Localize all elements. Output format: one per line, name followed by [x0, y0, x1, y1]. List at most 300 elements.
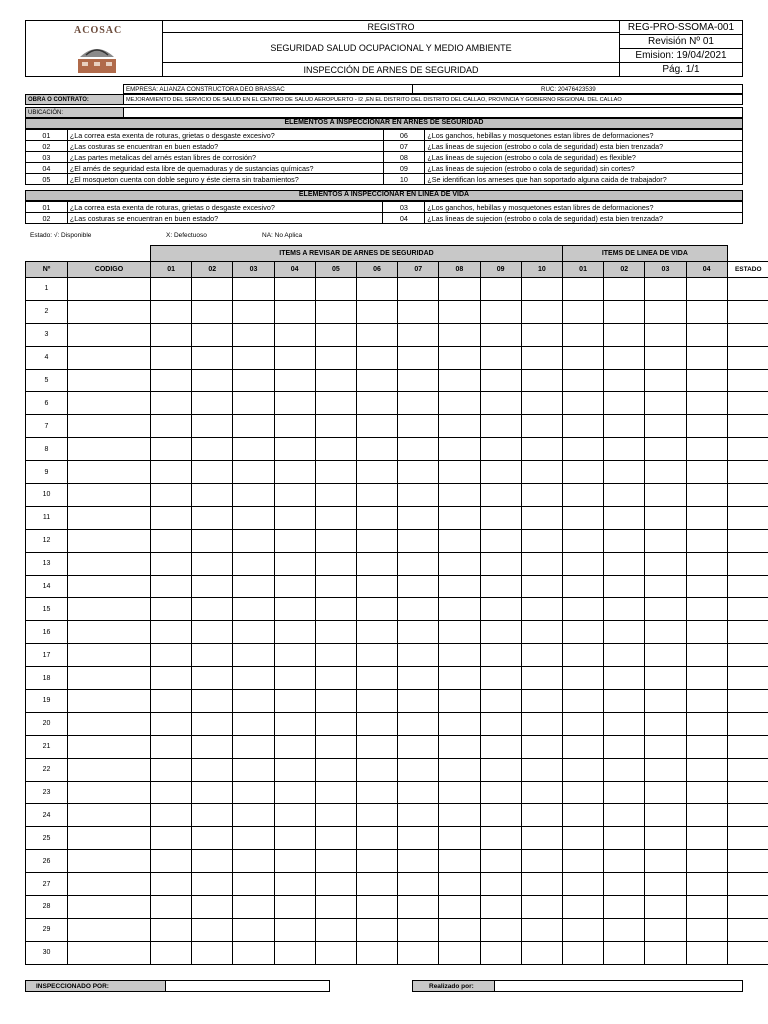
check-cell[interactable]: [480, 438, 521, 461]
check-cell[interactable]: [356, 278, 397, 301]
check-cell[interactable]: [151, 804, 192, 827]
check-cell[interactable]: [645, 941, 686, 964]
codigo-cell[interactable]: [68, 415, 151, 438]
check-cell[interactable]: [356, 484, 397, 507]
check-cell[interactable]: [233, 598, 274, 621]
check-cell[interactable]: [480, 461, 521, 484]
check-cell[interactable]: [356, 415, 397, 438]
check-cell[interactable]: [521, 461, 562, 484]
check-cell[interactable]: [686, 735, 727, 758]
check-cell[interactable]: [315, 621, 356, 644]
check-cell[interactable]: [521, 392, 562, 415]
check-cell[interactable]: [439, 712, 480, 735]
check-cell[interactable]: [192, 323, 233, 346]
check-cell[interactable]: [480, 552, 521, 575]
check-cell[interactable]: [274, 529, 315, 552]
check-cell[interactable]: [645, 804, 686, 827]
check-cell[interactable]: [192, 529, 233, 552]
check-cell[interactable]: [151, 735, 192, 758]
check-cell[interactable]: [686, 552, 727, 575]
check-cell[interactable]: [274, 804, 315, 827]
check-cell[interactable]: [151, 300, 192, 323]
codigo-cell[interactable]: [68, 644, 151, 667]
check-cell[interactable]: [233, 644, 274, 667]
check-cell[interactable]: [480, 712, 521, 735]
check-cell[interactable]: [604, 781, 645, 804]
check-cell[interactable]: [315, 850, 356, 873]
check-cell[interactable]: [480, 896, 521, 919]
check-cell[interactable]: [604, 392, 645, 415]
check-cell[interactable]: [356, 896, 397, 919]
check-cell[interactable]: [645, 438, 686, 461]
check-cell[interactable]: [686, 484, 727, 507]
check-cell[interactable]: [398, 827, 439, 850]
check-cell[interactable]: [439, 415, 480, 438]
check-cell[interactable]: [233, 278, 274, 301]
check-cell[interactable]: [233, 896, 274, 919]
estado-cell[interactable]: [727, 392, 768, 415]
realizado-field[interactable]: [494, 980, 743, 992]
check-cell[interactable]: [562, 346, 603, 369]
check-cell[interactable]: [562, 484, 603, 507]
check-cell[interactable]: [604, 575, 645, 598]
check-cell[interactable]: [192, 758, 233, 781]
codigo-cell[interactable]: [68, 392, 151, 415]
check-cell[interactable]: [356, 804, 397, 827]
check-cell[interactable]: [192, 484, 233, 507]
check-cell[interactable]: [645, 644, 686, 667]
check-cell[interactable]: [233, 552, 274, 575]
check-cell[interactable]: [645, 712, 686, 735]
check-cell[interactable]: [480, 529, 521, 552]
check-cell[interactable]: [233, 781, 274, 804]
check-cell[interactable]: [356, 873, 397, 896]
check-cell[interactable]: [398, 644, 439, 667]
check-cell[interactable]: [686, 415, 727, 438]
check-cell[interactable]: [521, 300, 562, 323]
check-cell[interactable]: [398, 461, 439, 484]
check-cell[interactable]: [315, 690, 356, 713]
check-cell[interactable]: [480, 598, 521, 621]
check-cell[interactable]: [480, 484, 521, 507]
check-cell[interactable]: [315, 323, 356, 346]
check-cell[interactable]: [562, 621, 603, 644]
check-cell[interactable]: [315, 484, 356, 507]
check-cell[interactable]: [192, 369, 233, 392]
check-cell[interactable]: [480, 415, 521, 438]
check-cell[interactable]: [151, 415, 192, 438]
check-cell[interactable]: [274, 392, 315, 415]
check-cell[interactable]: [151, 758, 192, 781]
check-cell[interactable]: [562, 690, 603, 713]
check-cell[interactable]: [521, 346, 562, 369]
check-cell[interactable]: [398, 300, 439, 323]
check-cell[interactable]: [480, 300, 521, 323]
check-cell[interactable]: [398, 278, 439, 301]
check-cell[interactable]: [645, 300, 686, 323]
check-cell[interactable]: [192, 941, 233, 964]
check-cell[interactable]: [439, 827, 480, 850]
estado-cell[interactable]: [727, 690, 768, 713]
check-cell[interactable]: [192, 575, 233, 598]
check-cell[interactable]: [315, 781, 356, 804]
check-cell[interactable]: [398, 918, 439, 941]
check-cell[interactable]: [398, 552, 439, 575]
check-cell[interactable]: [274, 918, 315, 941]
check-cell[interactable]: [315, 461, 356, 484]
check-cell[interactable]: [274, 346, 315, 369]
codigo-cell[interactable]: [68, 369, 151, 392]
check-cell[interactable]: [398, 438, 439, 461]
check-cell[interactable]: [604, 438, 645, 461]
check-cell[interactable]: [151, 506, 192, 529]
check-cell[interactable]: [233, 575, 274, 598]
check-cell[interactable]: [151, 461, 192, 484]
check-cell[interactable]: [233, 438, 274, 461]
check-cell[interactable]: [233, 621, 274, 644]
codigo-cell[interactable]: [68, 575, 151, 598]
codigo-cell[interactable]: [68, 918, 151, 941]
check-cell[interactable]: [439, 941, 480, 964]
check-cell[interactable]: [562, 300, 603, 323]
estado-cell[interactable]: [727, 804, 768, 827]
check-cell[interactable]: [439, 621, 480, 644]
check-cell[interactable]: [645, 552, 686, 575]
check-cell[interactable]: [274, 667, 315, 690]
check-cell[interactable]: [356, 850, 397, 873]
check-cell[interactable]: [562, 758, 603, 781]
check-cell[interactable]: [274, 506, 315, 529]
check-cell[interactable]: [356, 621, 397, 644]
check-cell[interactable]: [233, 735, 274, 758]
check-cell[interactable]: [480, 735, 521, 758]
check-cell[interactable]: [439, 278, 480, 301]
estado-cell[interactable]: [727, 438, 768, 461]
check-cell[interactable]: [562, 873, 603, 896]
check-cell[interactable]: [398, 346, 439, 369]
check-cell[interactable]: [645, 735, 686, 758]
estado-cell[interactable]: [727, 346, 768, 369]
codigo-cell[interactable]: [68, 506, 151, 529]
check-cell[interactable]: [315, 552, 356, 575]
check-cell[interactable]: [192, 346, 233, 369]
codigo-cell[interactable]: [68, 735, 151, 758]
estado-cell[interactable]: [727, 735, 768, 758]
check-cell[interactable]: [604, 621, 645, 644]
check-cell[interactable]: [604, 278, 645, 301]
check-cell[interactable]: [315, 896, 356, 919]
estado-cell[interactable]: [727, 575, 768, 598]
check-cell[interactable]: [686, 667, 727, 690]
check-cell[interactable]: [151, 896, 192, 919]
check-cell[interactable]: [439, 346, 480, 369]
check-cell[interactable]: [233, 300, 274, 323]
check-cell[interactable]: [398, 712, 439, 735]
check-cell[interactable]: [151, 438, 192, 461]
check-cell[interactable]: [439, 896, 480, 919]
check-cell[interactable]: [604, 850, 645, 873]
check-cell[interactable]: [439, 781, 480, 804]
check-cell[interactable]: [562, 438, 603, 461]
check-cell[interactable]: [356, 758, 397, 781]
estado-cell[interactable]: [727, 415, 768, 438]
check-cell[interactable]: [398, 850, 439, 873]
check-cell[interactable]: [604, 941, 645, 964]
check-cell[interactable]: [686, 346, 727, 369]
check-cell[interactable]: [274, 850, 315, 873]
check-cell[interactable]: [192, 552, 233, 575]
check-cell[interactable]: [192, 278, 233, 301]
check-cell[interactable]: [686, 461, 727, 484]
check-cell[interactable]: [521, 758, 562, 781]
check-cell[interactable]: [151, 529, 192, 552]
check-cell[interactable]: [274, 575, 315, 598]
check-cell[interactable]: [151, 484, 192, 507]
check-cell[interactable]: [315, 873, 356, 896]
check-cell[interactable]: [686, 323, 727, 346]
check-cell[interactable]: [439, 392, 480, 415]
check-cell[interactable]: [521, 369, 562, 392]
check-cell[interactable]: [192, 804, 233, 827]
estado-cell[interactable]: [727, 644, 768, 667]
check-cell[interactable]: [562, 529, 603, 552]
check-cell[interactable]: [439, 323, 480, 346]
check-cell[interactable]: [356, 346, 397, 369]
check-cell[interactable]: [521, 827, 562, 850]
check-cell[interactable]: [315, 278, 356, 301]
codigo-cell[interactable]: [68, 896, 151, 919]
check-cell[interactable]: [315, 575, 356, 598]
check-cell[interactable]: [274, 690, 315, 713]
inspeccionado-field[interactable]: [165, 980, 330, 992]
check-cell[interactable]: [233, 415, 274, 438]
check-cell[interactable]: [192, 300, 233, 323]
check-cell[interactable]: [398, 323, 439, 346]
check-cell[interactable]: [356, 690, 397, 713]
check-cell[interactable]: [521, 323, 562, 346]
check-cell[interactable]: [439, 690, 480, 713]
check-cell[interactable]: [315, 827, 356, 850]
check-cell[interactable]: [192, 644, 233, 667]
codigo-cell[interactable]: [68, 941, 151, 964]
estado-cell[interactable]: [727, 941, 768, 964]
codigo-cell[interactable]: [68, 346, 151, 369]
check-cell[interactable]: [521, 781, 562, 804]
estado-cell[interactable]: [727, 918, 768, 941]
check-cell[interactable]: [645, 621, 686, 644]
check-cell[interactable]: [439, 529, 480, 552]
check-cell[interactable]: [274, 300, 315, 323]
check-cell[interactable]: [686, 873, 727, 896]
check-cell[interactable]: [562, 598, 603, 621]
check-cell[interactable]: [562, 644, 603, 667]
check-cell[interactable]: [356, 781, 397, 804]
check-cell[interactable]: [521, 278, 562, 301]
check-cell[interactable]: [604, 804, 645, 827]
codigo-cell[interactable]: [68, 873, 151, 896]
check-cell[interactable]: [315, 506, 356, 529]
check-cell[interactable]: [274, 644, 315, 667]
check-cell[interactable]: [562, 415, 603, 438]
check-cell[interactable]: [604, 827, 645, 850]
check-cell[interactable]: [274, 415, 315, 438]
check-cell[interactable]: [356, 461, 397, 484]
check-cell[interactable]: [439, 918, 480, 941]
check-cell[interactable]: [480, 369, 521, 392]
check-cell[interactable]: [562, 461, 603, 484]
check-cell[interactable]: [686, 506, 727, 529]
check-cell[interactable]: [686, 369, 727, 392]
check-cell[interactable]: [151, 827, 192, 850]
check-cell[interactable]: [151, 918, 192, 941]
check-cell[interactable]: [192, 712, 233, 735]
check-cell[interactable]: [604, 415, 645, 438]
check-cell[interactable]: [151, 850, 192, 873]
check-cell[interactable]: [686, 392, 727, 415]
estado-cell[interactable]: [727, 850, 768, 873]
check-cell[interactable]: [562, 369, 603, 392]
check-cell[interactable]: [604, 896, 645, 919]
check-cell[interactable]: [645, 369, 686, 392]
check-cell[interactable]: [151, 346, 192, 369]
obra-value-cell[interactable]: [123, 94, 743, 105]
check-cell[interactable]: [645, 781, 686, 804]
codigo-cell[interactable]: [68, 552, 151, 575]
check-cell[interactable]: [480, 575, 521, 598]
check-cell[interactable]: [686, 850, 727, 873]
check-cell[interactable]: [686, 896, 727, 919]
check-cell[interactable]: [233, 461, 274, 484]
check-cell[interactable]: [315, 941, 356, 964]
check-cell[interactable]: [604, 667, 645, 690]
check-cell[interactable]: [274, 461, 315, 484]
estado-cell[interactable]: [727, 369, 768, 392]
check-cell[interactable]: [686, 690, 727, 713]
check-cell[interactable]: [356, 323, 397, 346]
check-cell[interactable]: [521, 415, 562, 438]
check-cell[interactable]: [604, 506, 645, 529]
check-cell[interactable]: [233, 941, 274, 964]
check-cell[interactable]: [562, 804, 603, 827]
check-cell[interactable]: [645, 484, 686, 507]
check-cell[interactable]: [686, 529, 727, 552]
check-cell[interactable]: [645, 850, 686, 873]
check-cell[interactable]: [480, 850, 521, 873]
check-cell[interactable]: [686, 644, 727, 667]
check-cell[interactable]: [356, 369, 397, 392]
codigo-cell[interactable]: [68, 598, 151, 621]
codigo-cell[interactable]: [68, 690, 151, 713]
check-cell[interactable]: [521, 850, 562, 873]
check-cell[interactable]: [315, 415, 356, 438]
check-cell[interactable]: [604, 346, 645, 369]
check-cell[interactable]: [480, 667, 521, 690]
check-cell[interactable]: [233, 323, 274, 346]
check-cell[interactable]: [604, 484, 645, 507]
check-cell[interactable]: [356, 644, 397, 667]
check-cell[interactable]: [686, 278, 727, 301]
check-cell[interactable]: [439, 506, 480, 529]
check-cell[interactable]: [645, 529, 686, 552]
check-cell[interactable]: [645, 461, 686, 484]
check-cell[interactable]: [356, 392, 397, 415]
check-cell[interactable]: [604, 323, 645, 346]
codigo-cell[interactable]: [68, 484, 151, 507]
estado-cell[interactable]: [727, 758, 768, 781]
check-cell[interactable]: [521, 712, 562, 735]
check-cell[interactable]: [151, 712, 192, 735]
check-cell[interactable]: [521, 918, 562, 941]
check-cell[interactable]: [562, 781, 603, 804]
check-cell[interactable]: [645, 690, 686, 713]
check-cell[interactable]: [274, 735, 315, 758]
check-cell[interactable]: [686, 598, 727, 621]
check-cell[interactable]: [521, 735, 562, 758]
check-cell[interactable]: [562, 827, 603, 850]
check-cell[interactable]: [151, 323, 192, 346]
check-cell[interactable]: [274, 758, 315, 781]
check-cell[interactable]: [151, 369, 192, 392]
check-cell[interactable]: [439, 873, 480, 896]
codigo-cell[interactable]: [68, 529, 151, 552]
check-cell[interactable]: [439, 575, 480, 598]
check-cell[interactable]: [686, 827, 727, 850]
check-cell[interactable]: [151, 598, 192, 621]
check-cell[interactable]: [521, 667, 562, 690]
check-cell[interactable]: [315, 369, 356, 392]
estado-cell[interactable]: [727, 484, 768, 507]
check-cell[interactable]: [398, 873, 439, 896]
estado-cell[interactable]: [727, 552, 768, 575]
check-cell[interactable]: [398, 735, 439, 758]
check-cell[interactable]: [356, 575, 397, 598]
check-cell[interactable]: [274, 896, 315, 919]
check-cell[interactable]: [192, 598, 233, 621]
check-cell[interactable]: [356, 918, 397, 941]
check-cell[interactable]: [521, 873, 562, 896]
estado-cell[interactable]: [727, 529, 768, 552]
check-cell[interactable]: [151, 575, 192, 598]
check-cell[interactable]: [686, 712, 727, 735]
estado-cell[interactable]: [727, 506, 768, 529]
codigo-cell[interactable]: [68, 323, 151, 346]
check-cell[interactable]: [192, 461, 233, 484]
check-cell[interactable]: [439, 598, 480, 621]
check-cell[interactable]: [233, 369, 274, 392]
check-cell[interactable]: [192, 621, 233, 644]
codigo-cell[interactable]: [68, 667, 151, 690]
check-cell[interactable]: [645, 758, 686, 781]
check-cell[interactable]: [151, 644, 192, 667]
check-cell[interactable]: [151, 941, 192, 964]
check-cell[interactable]: [315, 346, 356, 369]
check-cell[interactable]: [645, 873, 686, 896]
check-cell[interactable]: [480, 323, 521, 346]
check-cell[interactable]: [480, 918, 521, 941]
check-cell[interactable]: [480, 690, 521, 713]
check-cell[interactable]: [562, 941, 603, 964]
check-cell[interactable]: [686, 300, 727, 323]
check-cell[interactable]: [315, 918, 356, 941]
check-cell[interactable]: [521, 690, 562, 713]
check-cell[interactable]: [439, 461, 480, 484]
estado-cell[interactable]: [727, 323, 768, 346]
check-cell[interactable]: [604, 712, 645, 735]
check-cell[interactable]: [562, 575, 603, 598]
check-cell[interactable]: [233, 346, 274, 369]
check-cell[interactable]: [562, 552, 603, 575]
check-cell[interactable]: [604, 873, 645, 896]
